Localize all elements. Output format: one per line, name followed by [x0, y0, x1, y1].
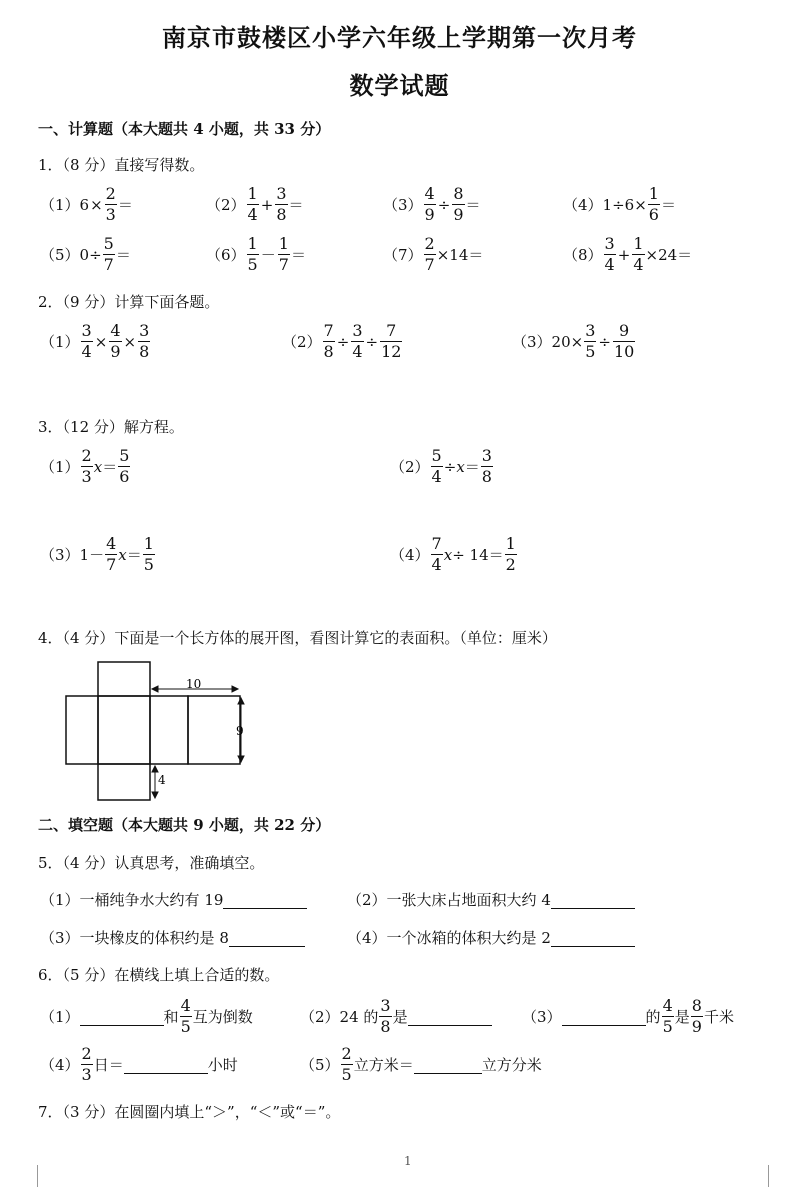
fraction: $\frac{3}{8}$	[276, 184, 287, 224]
margin-mark-left	[37, 1165, 38, 1187]
q1-item-2: （2） $\frac{1}{4}$ + $\frac{3}{8}$ ＝	[206, 184, 304, 224]
q5-item-4: （4） 一个冰箱的体积大约是 2	[347, 927, 635, 948]
net-face-bottom	[98, 764, 150, 800]
q5-item-3: （3） 一块橡皮的体积约是 8	[40, 927, 305, 948]
q2-item-3: （3） 20× $\frac{3}{5}$ ÷ $\frac{9}{10}$	[512, 321, 635, 361]
fraction: $\frac{1}{5}$	[247, 234, 258, 274]
net-face-left	[66, 696, 98, 764]
fraction: $\frac{4}{7}$	[106, 534, 117, 574]
net-face-right-2	[188, 696, 240, 764]
q1-item-3: （3） $\frac{4}{9}$ ÷ $\frac{8}{9}$ ＝	[383, 184, 481, 224]
fraction: $\frac{3}{8}$	[481, 446, 492, 486]
fraction: $\frac{1}{5}$	[143, 534, 154, 574]
fraction: $\frac{8}{9}$	[691, 996, 702, 1036]
answer-blank[interactable]	[80, 1008, 164, 1026]
q6-item-1: （1） 和 $\frac{4}{5}$ 互为倒数	[40, 996, 253, 1036]
q2-item-1: （1） $\frac{3}{4}$ × $\frac{4}{9}$ × $\frac{3}{8}$	[40, 321, 150, 361]
fraction: $\frac{3}{8}$	[139, 321, 150, 361]
question-1-prompt: 1．（8 分）直接写得数。	[38, 156, 205, 174]
fraction: $\frac{7}{4}$	[431, 534, 442, 574]
q1-item-7: （7） $\frac{2}{7}$ ×14＝	[383, 234, 484, 274]
fraction: $\frac{3}{4}$	[604, 234, 615, 274]
fraction: $\frac{1}{4}$	[247, 184, 258, 224]
question-4-prompt: 4．（4 分）下面是一个长方体的展开图，看图计算它的表面积。（单位：厘米）	[38, 629, 557, 647]
q1-item-1: （1） 6 × $\frac{2}{3}$ ＝	[40, 184, 133, 224]
question-6-prompt: 6．（5 分）在横线上填上合适的数。	[38, 966, 280, 984]
fraction: $\frac{5}{4}$	[431, 446, 442, 486]
q6-item-5: （5） $\frac{2}{5}$ 立方米＝ 立方分米	[300, 1044, 542, 1084]
section-heading-1: 一、计算题（本大题共 4 小题，共 33 分）	[38, 120, 331, 138]
fraction: $\frac{3}{5}$	[585, 321, 596, 361]
answer-blank[interactable]	[408, 1008, 492, 1026]
question-7-prompt: 7．（3 分）在圆圈内填上“＞”，“＜”或“＝”。	[38, 1103, 341, 1121]
fraction: $\frac{1}{4}$	[633, 234, 644, 274]
q3-item-1: （1） $\frac{2}{3}$ x ＝ $\frac{5}{6}$	[40, 446, 130, 486]
fraction: $\frac{7}{12}$	[381, 321, 402, 361]
fraction: $\frac{1}{2}$	[505, 534, 516, 574]
dim-label-width: 4	[158, 773, 166, 787]
q6-item-2: （2） 24 的 $\frac{3}{8}$ 是	[300, 998, 492, 1035]
question-5-prompt: 5．（4 分）认真思考，准确填空。	[38, 854, 265, 872]
answer-blank[interactable]	[551, 929, 635, 947]
dim-label-length: 10	[186, 677, 202, 691]
fraction: $\frac{5}{7}$	[103, 234, 114, 274]
fraction: $\frac{4}{9}$	[110, 321, 121, 361]
fraction: $\frac{1}{6}$	[648, 184, 659, 224]
q3-item-4: （4） $\frac{7}{4}$ x ÷ 14＝ $\frac{1}{2}$	[390, 534, 516, 574]
page-number: 1	[404, 1154, 412, 1168]
answer-blank[interactable]	[414, 1056, 482, 1074]
net-face-right-1	[150, 696, 188, 764]
net-face-center	[98, 696, 150, 764]
answer-blank[interactable]	[551, 891, 635, 909]
answer-blank[interactable]	[562, 1008, 646, 1026]
fraction: $\frac{4}{5}$	[180, 996, 191, 1036]
fraction: $\frac{3}{4}$	[352, 321, 363, 361]
answer-blank[interactable]	[223, 891, 307, 909]
margin-mark-right	[768, 1165, 769, 1187]
q6-item-3: （3） 的 $\frac{4}{5}$ 是 $\frac{8}{9}$ 千米	[522, 996, 734, 1036]
fraction: $\frac{2}{3}$	[81, 446, 92, 486]
cuboid-net-figure	[58, 658, 254, 804]
section-heading-2: 二、填空题（本大题共 9 小题，共 22 分）	[38, 816, 331, 834]
net-face-top	[98, 662, 150, 696]
q5-item-2: （2） 一张大床占地面积大约 4	[347, 889, 635, 910]
q2-item-2: （2） $\frac{7}{8}$ ÷ $\frac{3}{4}$ ÷ $\frac{7}{12}$	[282, 321, 402, 361]
answer-blank[interactable]	[124, 1056, 208, 1074]
q5-item-1: （1） 一桶纯争水大约有 19	[40, 889, 307, 910]
question-2-prompt: 2．（9 分）计算下面各题。	[38, 293, 220, 311]
q1-item-5: （5） 0÷ $\frac{5}{7}$ ＝	[40, 234, 131, 274]
question-3-prompt: 3．（12 分）解方程。	[38, 418, 184, 436]
fraction: $\frac{1}{7}$	[278, 234, 289, 274]
q3-item-3: （3） 1－ $\frac{4}{7}$ x ＝ $\frac{1}{5}$	[40, 534, 154, 574]
fraction: $\frac{2}{3}$	[105, 184, 116, 224]
page-title: 南京市鼓楼区小学六年级上学期第一次月考	[162, 23, 637, 52]
q1-item-8: （8） $\frac{3}{4}$ + $\frac{1}{4}$ ×24＝	[563, 234, 693, 274]
q3-item-2: （2） $\frac{5}{4}$ ÷ x ＝ $\frac{3}{8}$	[390, 446, 492, 486]
answer-blank[interactable]	[229, 929, 305, 947]
q6-item-4: （4） $\frac{2}{3}$ 日＝ 小时	[40, 1044, 238, 1084]
fraction: $\frac{2}{5}$	[341, 1044, 352, 1084]
page-subtitle: 数学试题	[349, 71, 450, 100]
fraction: $\frac{2}{3}$	[81, 1044, 92, 1084]
fraction: $\frac{7}{8}$	[323, 321, 334, 361]
q1-item-4: （4） 1÷6× $\frac{1}{6}$ ＝	[563, 184, 676, 224]
q1-item-6: （6） $\frac{1}{5}$ － $\frac{1}{7}$ ＝	[206, 234, 306, 274]
dim-label-height: 9	[236, 724, 244, 738]
fraction: $\frac{3}{8}$	[380, 996, 391, 1036]
fraction: $\frac{8}{9}$	[453, 184, 464, 224]
fraction: $\frac{5}{6}$	[119, 446, 130, 486]
fraction: $\frac{2}{7}$	[424, 234, 435, 274]
fraction: $\frac{9}{10}$	[613, 321, 635, 361]
fraction: $\frac{3}{4}$	[81, 321, 92, 361]
fraction: $\frac{4}{5}$	[662, 996, 673, 1036]
fraction: $\frac{4}{9}$	[424, 184, 435, 224]
